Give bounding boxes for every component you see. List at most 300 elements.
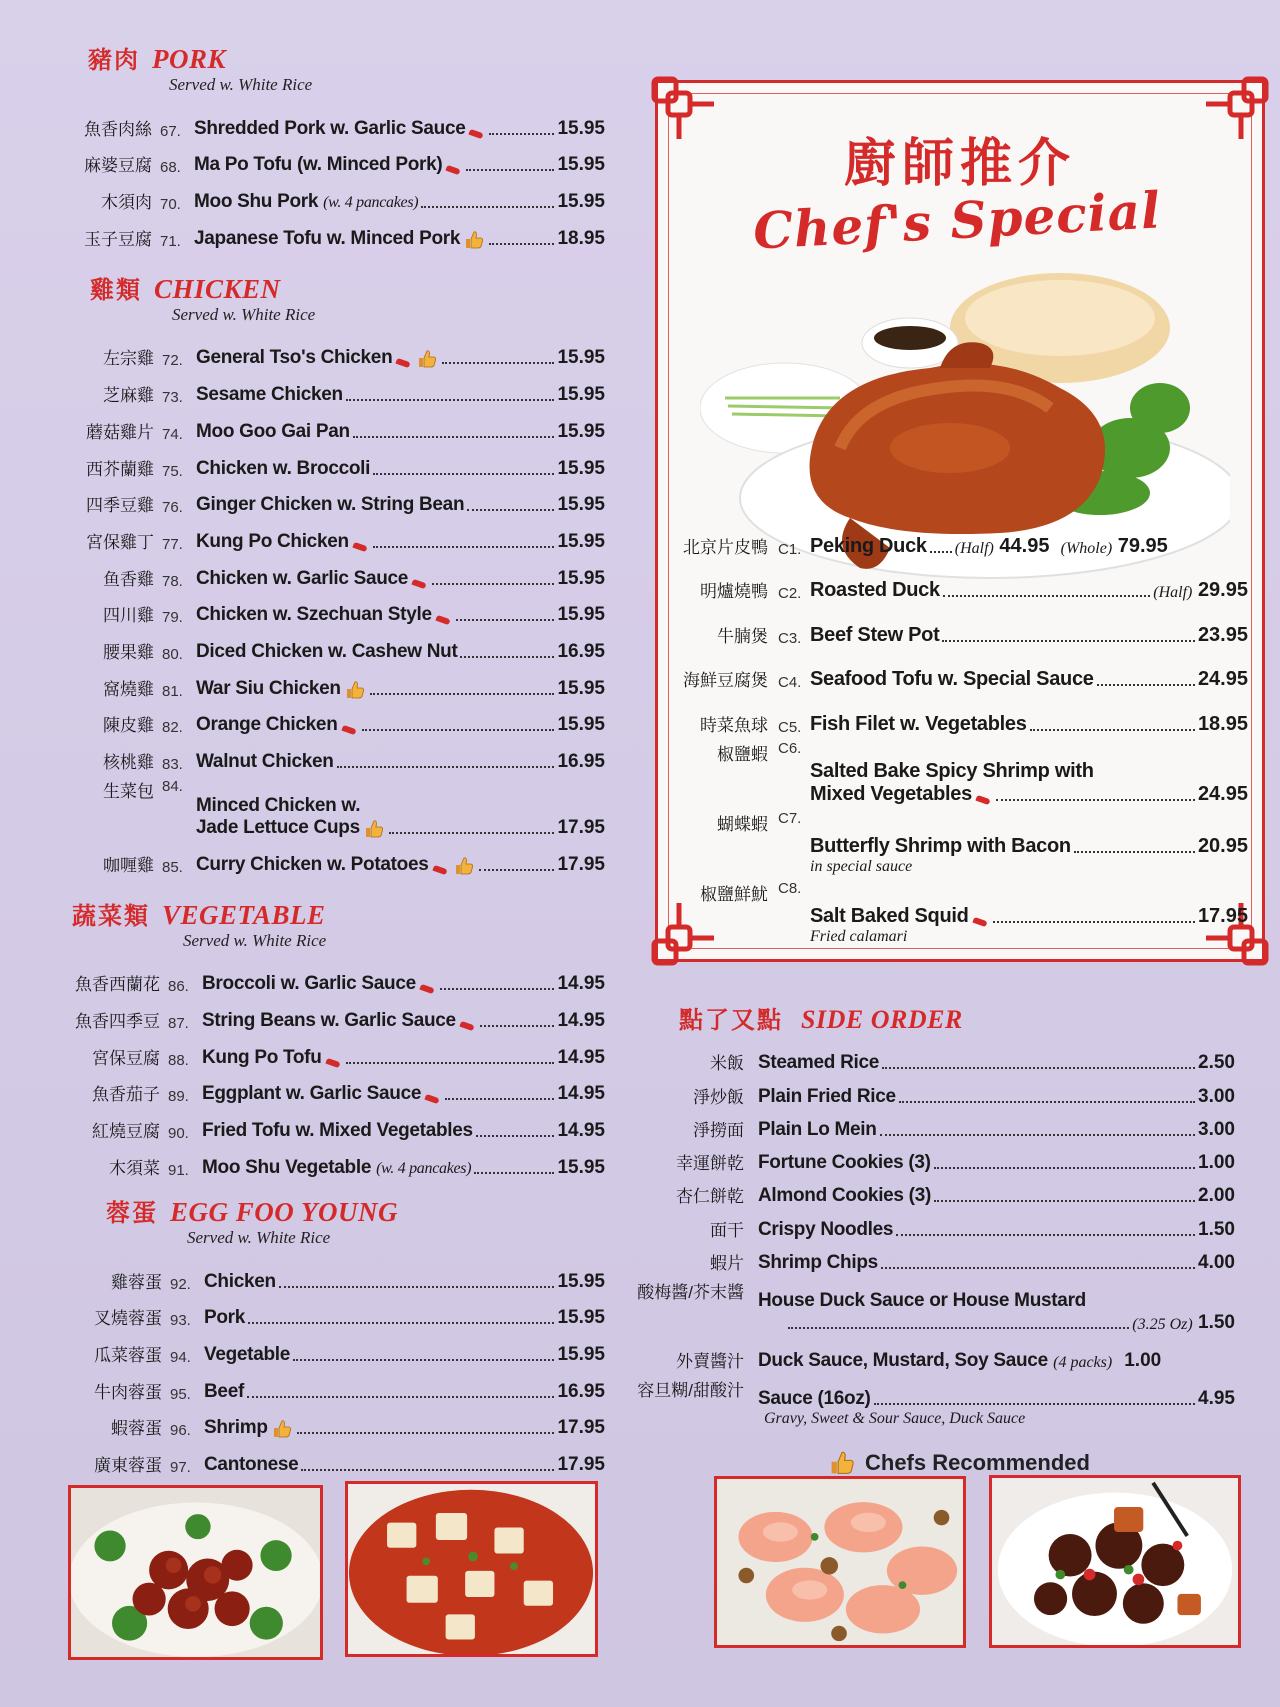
item-price: 17.95 [1197, 904, 1248, 927]
item-name-cn: 海鮮豆腐煲 [683, 671, 768, 692]
menu-item [68, 995, 605, 1032]
leader-dots [337, 766, 555, 768]
item-name-cn: 酸梅醬/芥末醬 [637, 1283, 744, 1303]
chili-pepper-icon [419, 984, 434, 994]
item-price: 14.95 [557, 973, 605, 995]
item-name-cn: 蝦蓉蛋 [111, 1419, 162, 1440]
item-name-cn: 魚香茄子 [92, 1085, 160, 1106]
item-name-cn: 牛肉蓉蛋 [94, 1382, 162, 1403]
chili-pepper-icon [411, 578, 426, 588]
chicken-list [62, 333, 605, 876]
thumbs-up-icon [345, 680, 365, 700]
item-name-block [810, 760, 1248, 806]
item-price: 23.95 [1197, 623, 1248, 646]
item-number: C4. [778, 674, 802, 692]
item-price: 3.00 [1198, 1118, 1235, 1140]
item-name: Kung Po Tofu [202, 1046, 322, 1068]
item-name-cn: 紅燒豆腐 [92, 1122, 160, 1143]
leader-dots [467, 509, 554, 511]
leader-dots [301, 1469, 554, 1471]
menu-item [70, 1403, 605, 1440]
item-price: 15.95 [557, 191, 605, 213]
item-name-cn: 腰果雞 [103, 642, 154, 663]
item-name-block [758, 1290, 1235, 1334]
leader-dots [442, 362, 554, 364]
item-name-cn: 木須菜 [109, 1158, 160, 1179]
chefs-special-title: Chef's Special [751, 180, 1163, 261]
item-price: 15.95 [557, 1156, 605, 1178]
item-name: Broccoli w. Garlic Sauce [202, 973, 416, 995]
item-note: (w. 4 pancakes) [323, 194, 419, 212]
leader-dots [874, 1403, 1195, 1405]
item-name-cn: 四季豆雞 [86, 496, 154, 517]
leader-dots [788, 1327, 1129, 1329]
item-price: 18.95 [557, 227, 605, 249]
egg-title: EGG FOO YOUNG [170, 1196, 399, 1227]
leader-dots [943, 595, 1150, 597]
item-name [194, 191, 418, 213]
item-name-cn: 容旦糊/甜酸汁 [637, 1381, 744, 1401]
item-number: C8. [778, 879, 802, 897]
portion-label: (Half) [1153, 584, 1193, 602]
menu-item [62, 480, 605, 517]
item-name: Chicken w. Szechuan Style [196, 604, 432, 626]
item-name-cn: 明爐燒鴨 [700, 582, 768, 603]
leader-dots [880, 1134, 1195, 1136]
chefs-special-title-cn: 廚師推介 [843, 133, 1076, 194]
item-number: C1. [778, 540, 802, 558]
leader-dots [930, 551, 952, 553]
item-number: 90. [168, 1125, 189, 1143]
menu-item [631, 1372, 1235, 1428]
item-name: Walnut Chicken [196, 751, 334, 772]
item-number: 73. [162, 389, 183, 407]
menu-item [62, 369, 605, 406]
item-name-cn: 咖喱雞 [103, 855, 154, 876]
item-name-cn: 麻婆豆腐 [84, 156, 152, 177]
item-name-line1 [810, 835, 1248, 858]
item-number: 92. [170, 1275, 191, 1293]
pork-title-cn: 豬肉 [88, 45, 140, 74]
item-price: 16.95 [557, 751, 605, 772]
menu-item [631, 1141, 1235, 1174]
item-price: 15.95 [557, 1343, 605, 1365]
leader-dots [489, 133, 554, 135]
left-column [60, 40, 605, 1476]
chili-pepper-icon [352, 542, 367, 552]
item-name: Jade Lettuce Cups [196, 817, 360, 838]
item-name-cn: 叉燒蓉蛋 [94, 1309, 162, 1330]
chicken-section-header [90, 270, 605, 305]
chili-pepper-icon [396, 358, 411, 368]
menu-item [668, 602, 1248, 647]
leader-dots [460, 656, 554, 658]
item-price: 17.95 [557, 1453, 605, 1475]
item-name-cn: 四川雞 [103, 606, 154, 627]
item-name-cn: 玉子豆腐 [84, 229, 152, 250]
leader-dots [421, 206, 554, 208]
item-price: 17.95 [557, 853, 605, 875]
vegetable-section-header [72, 896, 605, 931]
chili-pepper-icon [325, 1058, 340, 1068]
item-number: 91. [168, 1161, 189, 1179]
item-name: Steamed Rice [758, 1052, 880, 1074]
item-price: 1.00 [1198, 1152, 1235, 1174]
item-name: Sauce (16oz) [758, 1388, 871, 1410]
menu-item [631, 1074, 1235, 1107]
item-number: 94. [170, 1348, 191, 1366]
vegetable-subtitle: Served w. White Rice [183, 930, 327, 950]
item-name-cn: 左宗雞 [103, 349, 154, 370]
menu-item [68, 1032, 605, 1069]
item-name-line1 [758, 1388, 1235, 1410]
item-number: 71. [160, 232, 181, 250]
item-price: 1.00 [1124, 1350, 1162, 1372]
item-price: 17.95 [557, 1417, 605, 1439]
item-price: 1.50 [1198, 1218, 1235, 1240]
item-name-cn: 淨撈面 [693, 1120, 744, 1140]
item-name-cn: 椒鹽蝦 [717, 744, 768, 765]
menu-item [62, 590, 605, 627]
item-price: 14.95 [557, 1010, 605, 1032]
egg-subtitle: Served w. White Rice [187, 1227, 331, 1247]
chili-pepper-icon [432, 864, 447, 874]
menu-item [62, 663, 605, 700]
item-number: C6. [778, 739, 802, 757]
item-name-cn: 宮保雞丁 [86, 532, 154, 553]
item-number: 97. [170, 1458, 191, 1476]
item-name: Fortune Cookies (3) [758, 1152, 931, 1174]
leader-dots [899, 1101, 1195, 1103]
item-name: Seafood Tofu w. Special Sauce [810, 668, 1094, 691]
menu-item [631, 1041, 1235, 1074]
item-price: 2.50 [1198, 1052, 1235, 1074]
item-number: 96. [170, 1422, 191, 1440]
item-name-cn: 蝦片 [710, 1254, 744, 1274]
leader-dots [353, 436, 555, 438]
item-price: 1.50 [1198, 1312, 1235, 1334]
item-name: Shrimp [204, 1417, 268, 1439]
menu-item [668, 647, 1248, 692]
item-name: Cantonese [204, 1453, 299, 1475]
leader-dots [993, 921, 1195, 923]
leader-dots [1074, 851, 1195, 853]
item-name: Roasted Duck [810, 579, 940, 602]
item-name: Diced Chicken w. Cashew Nut [196, 640, 458, 662]
menu-item [62, 736, 605, 773]
item-name: Sesame Chicken [196, 384, 343, 406]
item-name-cn: 芝麻雞 [103, 386, 154, 407]
menu-item [68, 1069, 605, 1106]
leader-dots [297, 1432, 555, 1434]
item-price: 2.00 [1198, 1185, 1235, 1207]
item-number: 77. [162, 535, 183, 553]
leader-dots [247, 1396, 554, 1398]
item-name: Chicken w. Garlic Sauce [196, 567, 409, 589]
menu-item [60, 103, 605, 140]
menu-item [668, 691, 1248, 736]
item-price: 29.95 [1197, 579, 1248, 602]
item-number: 76. [162, 499, 183, 517]
item-description: Fried calamari [810, 927, 908, 945]
leader-dots [896, 1234, 1195, 1236]
item-name: Ma Po Tofu (w. Minced Pork) [194, 154, 443, 176]
item-name-cn: 鱼香雞 [103, 569, 154, 590]
item-name-text: Moo Shu Vegetable [202, 1156, 372, 1178]
item-name-cn: 幸運餅乾 [676, 1154, 744, 1174]
item-name-cn: 生菜包 [103, 782, 154, 802]
item-name: Duck Sauce, Mustard, Soy Sauce [758, 1350, 1048, 1372]
pork-section-header [88, 40, 605, 75]
item-number: 93. [170, 1312, 191, 1330]
item-name: Mixed Vegetables [810, 782, 972, 805]
pork-list [60, 103, 605, 250]
item-name: Salt Baked Squid [810, 904, 969, 927]
menu-item [62, 553, 605, 590]
menu-item [668, 876, 1248, 946]
pork-title: PORK [152, 44, 227, 74]
item-number: 84. [162, 778, 183, 795]
item-name: Crispy Noodles [758, 1218, 894, 1240]
leader-dots [293, 1359, 554, 1361]
menu-item [62, 626, 605, 663]
item-name-cn: 西芥蘭雞 [86, 459, 154, 480]
item-description: Gravy, Sweet & Sour Sauce, Duck Sauce [764, 1410, 1026, 1428]
item-name: Pork [204, 1307, 246, 1329]
item-price: 16.95 [557, 1380, 605, 1402]
leader-dots [389, 832, 555, 834]
leader-dots [1030, 729, 1195, 731]
menu-item [668, 513, 1248, 558]
item-name-cn: 面干 [710, 1220, 744, 1240]
menu-item [60, 176, 605, 213]
item-name-cn: 北京片皮鴨 [683, 537, 768, 558]
item-description: in special sauce [810, 857, 913, 875]
chili-pepper-icon [435, 615, 450, 625]
item-size: (4 packs) [1053, 1354, 1113, 1372]
chicken-subtitle: Served w. White Rice [172, 304, 316, 324]
thumbs-up-icon [829, 1450, 855, 1476]
menu-item [631, 1241, 1235, 1274]
item-name: Beef Stew Pot [810, 623, 940, 646]
leader-dots [432, 583, 554, 585]
item-name: Japanese Tofu w. Minced Pork [194, 227, 461, 249]
item-name: War Siu Chicken [196, 677, 341, 699]
item-number: 95. [170, 1385, 191, 1403]
menu-item [68, 1142, 605, 1179]
item-number: 68. [160, 159, 181, 177]
pork-subtitle: Served w. White Rice [169, 75, 313, 94]
item-price-half: 44.95 [999, 534, 1050, 557]
item-price: 15.95 [557, 457, 605, 479]
menu-item [631, 1108, 1235, 1141]
item-name-line2 [810, 783, 1248, 806]
item-note: (w. 4 pancakes) [376, 1159, 472, 1177]
item-name: Chicken [204, 1270, 276, 1292]
item-name: Salted Bake Spicy Shrimp with [810, 759, 1094, 782]
item-price: 17.95 [557, 817, 605, 838]
side-order-list [631, 1041, 1235, 1428]
item-name: Fried Tofu w. Mixed Vegetables [202, 1120, 473, 1142]
item-name-cn: 淨炒飯 [693, 1087, 744, 1107]
item-price: 15.95 [557, 714, 605, 736]
menu-item [668, 806, 1248, 876]
portion-label: (Half) [954, 539, 994, 557]
item-name-cn: 杏仁餅乾 [676, 1187, 744, 1207]
item-price: 3.00 [1198, 1085, 1235, 1107]
item-number: 70. [160, 196, 181, 214]
menu-item [631, 1334, 1235, 1372]
leader-dots [942, 640, 1194, 642]
item-number: 72. [162, 352, 183, 370]
item-name-cn: 外賣醬汁 [676, 1352, 744, 1372]
item-name: String Beans w. Garlic Sauce [202, 1010, 456, 1032]
item-price: 15.95 [557, 604, 605, 626]
leader-dots [489, 243, 554, 245]
menu-item [62, 406, 605, 443]
item-name-block [196, 795, 605, 839]
item-price: 4.95 [1198, 1388, 1235, 1410]
leader-dots [346, 1062, 555, 1064]
item-name-cn: 廣東蓉蛋 [94, 1455, 162, 1476]
leader-dots [882, 1067, 1195, 1069]
item-name: Curry Chicken w. Potatoes [196, 853, 429, 875]
orange-chicken-photo [68, 1485, 323, 1660]
item-name-cn: 時菜魚球 [700, 715, 768, 736]
item-name: Beef [204, 1380, 244, 1402]
side-order-title: SIDE ORDER [801, 1005, 963, 1034]
item-name: General Tso's Chicken [196, 347, 393, 369]
chili-pepper-icon [459, 1021, 474, 1031]
leader-dots [440, 988, 555, 990]
item-price: 15.95 [557, 677, 605, 699]
item-price: 15.95 [557, 1270, 605, 1292]
item-name: Kung Po Chicken [196, 530, 349, 552]
menu-item [68, 1105, 605, 1142]
menu-item [631, 1207, 1235, 1240]
item-name: Shrimp Chips [758, 1252, 878, 1274]
item-price: 15.95 [557, 494, 605, 516]
item-number: C5. [778, 718, 802, 736]
item-number: 87. [168, 1015, 189, 1033]
item-name: Moo Goo Gai Pan [196, 420, 350, 442]
item-name: Plain Fried Rice [758, 1085, 896, 1107]
item-name-cn: 魚香西蘭花 [75, 975, 160, 996]
chili-pepper-icon [975, 795, 990, 805]
chili-pepper-icon [469, 128, 484, 138]
item-number: C3. [778, 629, 802, 647]
item-number: C7. [778, 809, 802, 827]
item-price: 15.95 [557, 1307, 605, 1329]
item-name: Ginger Chicken w. String Bean [196, 494, 465, 516]
leader-dots [248, 1322, 554, 1324]
item-name: Minced Chicken w. [196, 795, 361, 816]
item-name-cn: 瓜菜蓉蛋 [94, 1345, 162, 1366]
item-name: Plain Lo Mein [758, 1118, 877, 1140]
leader-dots [456, 619, 555, 621]
item-price: 14.95 [557, 1120, 605, 1142]
item-name: House Duck Sauce or House Mustard [758, 1290, 1086, 1312]
walnut-shrimp-photo [714, 1476, 966, 1648]
item-name-cn: 椒鹽鮮魷 [700, 884, 768, 905]
general-tso-photo [989, 1475, 1241, 1648]
item-name-block [810, 905, 1248, 946]
egg-title-cn: 蓉蛋 [106, 1197, 158, 1227]
item-name: Vegetable [204, 1343, 291, 1365]
item-name-text: Moo Shu Pork [194, 191, 319, 213]
item-number: 82. [162, 719, 183, 737]
menu-item [70, 1293, 605, 1330]
item-name: Butterfly Shrimp with Bacon [810, 834, 1071, 857]
leader-dots [476, 1135, 555, 1137]
menu-item [631, 1274, 1235, 1334]
item-name-cn: 米飯 [710, 1054, 744, 1074]
leader-dots [480, 1025, 555, 1027]
item-price: 14.95 [557, 1083, 605, 1105]
item-name-line1 [810, 905, 1248, 928]
mapo-tofu-photo [345, 1481, 598, 1657]
egg-list [70, 1256, 605, 1476]
side-order-section [637, 1000, 1235, 1476]
item-price: 15.95 [557, 530, 605, 552]
legend [825, 1450, 1235, 1476]
item-name-line2 [196, 817, 605, 839]
item-name-cn: 牛腩煲 [717, 626, 768, 647]
item-number: 88. [168, 1051, 189, 1069]
leader-dots [346, 399, 555, 401]
leader-dots [466, 169, 554, 171]
item-name: Fish Filet w. Vegetables [810, 712, 1027, 735]
menu-item [60, 213, 605, 250]
item-name-cn: 窩燒雞 [103, 679, 154, 700]
leader-dots [1097, 684, 1195, 686]
chili-pepper-icon [341, 725, 356, 735]
item-price-whole: 79.95 [1117, 534, 1168, 557]
item-name: Orange Chicken [196, 714, 338, 736]
item-price: 20.95 [1197, 834, 1248, 857]
item-number: 79. [162, 609, 183, 627]
item-price: 16.95 [557, 640, 605, 662]
item-number: 85. [162, 858, 183, 876]
item-price: 15.95 [557, 567, 605, 589]
menu-item [62, 333, 605, 370]
item-price: 18.95 [1197, 712, 1248, 735]
side-order-header [679, 1000, 1235, 1035]
thumbs-up-icon [364, 819, 384, 839]
item-name-cn: 蘑菇雞片 [86, 422, 154, 443]
legend-label: Chefs Recommended [865, 1450, 1090, 1476]
item-name-cn: 魚香肉絲 [84, 119, 152, 140]
chefs-special-card [655, 80, 1265, 962]
item-name: Almond Cookies (3) [758, 1185, 932, 1207]
chili-pepper-icon [972, 917, 987, 927]
item-name-block [810, 835, 1248, 876]
item-price-line [758, 1312, 1235, 1334]
item-price: 24.95 [1197, 668, 1248, 691]
item-number: C2. [778, 585, 802, 603]
egg-section-header [106, 1193, 605, 1228]
menu-item [62, 773, 605, 839]
chefs-special-list [668, 513, 1248, 946]
thumbs-up-icon [417, 349, 437, 369]
chili-pepper-icon [425, 1094, 440, 1104]
item-price: 4.00 [1198, 1252, 1235, 1274]
leader-dots [445, 1098, 554, 1100]
menu-item [62, 700, 605, 737]
menu-item [62, 443, 605, 480]
item-size: (3.25 Oz) [1132, 1316, 1193, 1334]
chili-pepper-icon [446, 165, 461, 175]
